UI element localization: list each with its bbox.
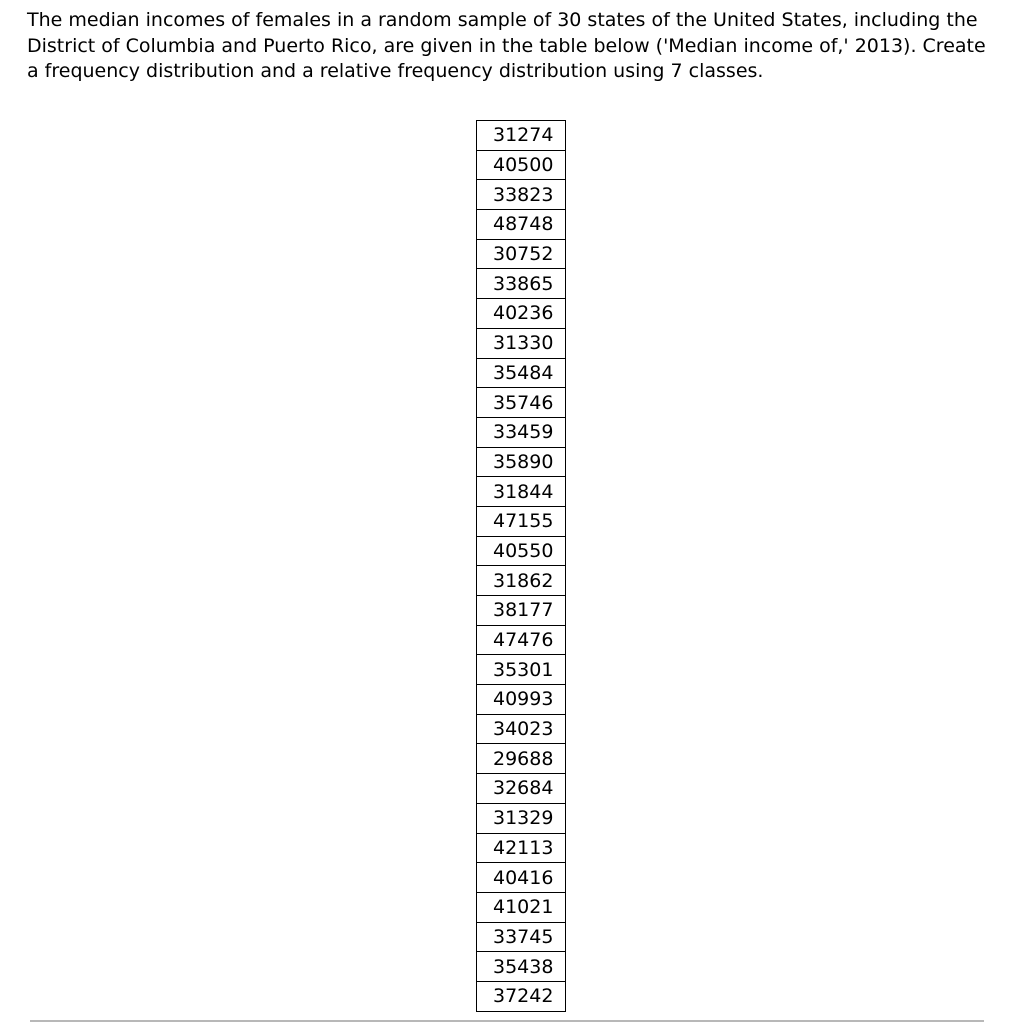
table-row: [477, 566, 566, 596]
table-row: [477, 210, 566, 240]
table-cell: 40236: [477, 299, 566, 329]
table-cell: 40550: [477, 536, 566, 566]
table-cell: 35890: [477, 447, 566, 477]
table-cell: 37242: [477, 981, 566, 1011]
table-row: [477, 952, 566, 982]
table-row: [477, 506, 566, 536]
table-row: [477, 239, 566, 269]
table-row: [477, 655, 566, 685]
table-cell: 47476: [477, 625, 566, 655]
problem-statement: The median incomes of females in a random sample of 30 states of the United States, including the District of Columbia and Puerto Rico, are given in the table below ('Median income of,' 2013). Create a frequency distribution and a relative frequency distribution using 7 classes.: [27, 9, 986, 82]
table-row: [477, 714, 566, 744]
table-row: [477, 922, 566, 952]
table-cell: 48748: [477, 210, 566, 240]
table-cell: 35484: [477, 358, 566, 388]
table-row: [477, 477, 566, 507]
table-cell: 40500: [477, 150, 566, 180]
table-row: [477, 981, 566, 1011]
table-row: [477, 625, 566, 655]
table-cell: 33823: [477, 180, 566, 210]
table-cell: 31274: [477, 121, 566, 151]
table-row: [477, 121, 566, 151]
bottom-divider: [30, 1020, 984, 1022]
table-cell: 38177: [477, 596, 566, 626]
table-cell: 31862: [477, 566, 566, 596]
table-row: [477, 744, 566, 774]
table-cell: 41021: [477, 892, 566, 922]
table-row: [477, 536, 566, 566]
table-row: [477, 150, 566, 180]
table-row: [477, 774, 566, 804]
table-cell: 47155: [477, 506, 566, 536]
table-cell: 31844: [477, 477, 566, 507]
table-cell: 35438: [477, 952, 566, 982]
table-row: [477, 596, 566, 626]
income-data-table: [476, 120, 566, 1012]
table-cell: 33865: [477, 269, 566, 299]
table-cell: 29688: [477, 744, 566, 774]
table-cell: 34023: [477, 714, 566, 744]
table-row: [477, 269, 566, 299]
table-cell: 35301: [477, 655, 566, 685]
table-row: [477, 417, 566, 447]
table-cell: 40993: [477, 685, 566, 715]
table-row: [477, 803, 566, 833]
table-row: [477, 299, 566, 329]
table-cell: 31330: [477, 328, 566, 358]
table-cell: 40416: [477, 863, 566, 893]
table-row: [477, 685, 566, 715]
table-cell: 35746: [477, 388, 566, 418]
table-cell: 32684: [477, 774, 566, 804]
table-row: [477, 833, 566, 863]
table-row: [477, 180, 566, 210]
table-cell: 30752: [477, 239, 566, 269]
table-cell: 33459: [477, 417, 566, 447]
table-row: [477, 892, 566, 922]
table-row: [477, 328, 566, 358]
table-row: [477, 447, 566, 477]
table-row: [477, 358, 566, 388]
table-row: [477, 388, 566, 418]
table-cell: 33745: [477, 922, 566, 952]
table-row: [477, 863, 566, 893]
table-cell: 31329: [477, 803, 566, 833]
table-cell: 42113: [477, 833, 566, 863]
